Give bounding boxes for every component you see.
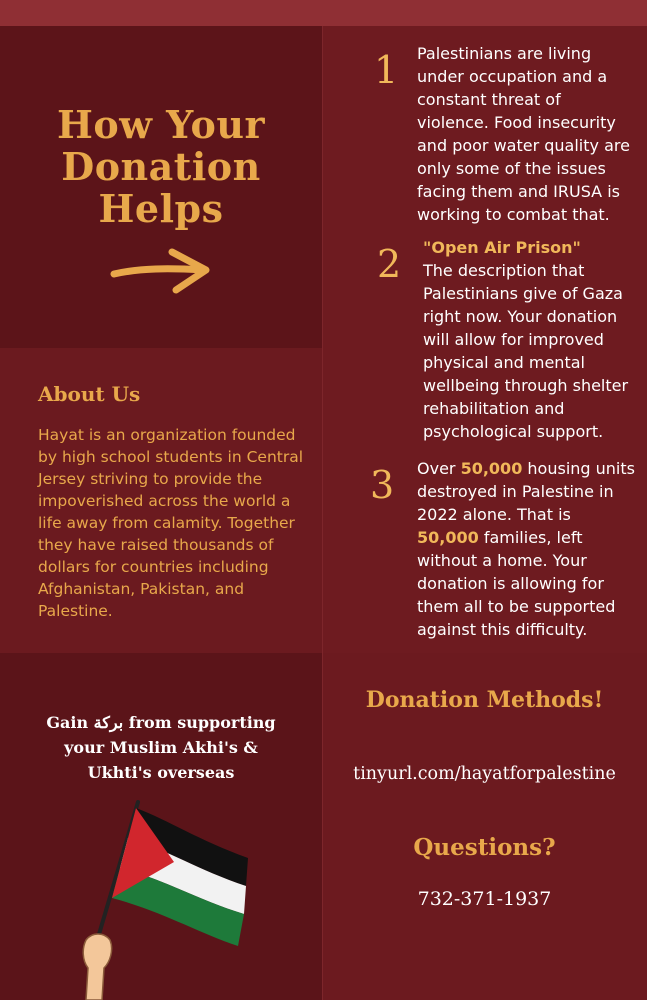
title-line-3: Helps bbox=[98, 186, 224, 231]
point-2-text: The description that Palestinians give of Gaza right now. Your donation will allow for improved physical and mental wellbeing through shelter rehabilitation and psychological support. bbox=[423, 261, 629, 441]
gain-line-1: Gain بركة from supporting bbox=[46, 713, 276, 732]
point-3-highlight-2: 50,000 bbox=[417, 528, 479, 547]
arrow-right-icon bbox=[110, 246, 214, 296]
title-line-2: Donation bbox=[61, 144, 261, 189]
questions-heading: Questions? bbox=[413, 834, 556, 861]
palestine-flag-icon bbox=[78, 800, 268, 1000]
point-2-number: 2 bbox=[377, 242, 402, 286]
point-3-number: 3 bbox=[370, 463, 395, 507]
title-line-1: How Your bbox=[56, 102, 265, 147]
point-2-block bbox=[423, 236, 635, 443]
phone-number[interactable]: 732-371-1937 bbox=[417, 888, 552, 910]
point-2-title: "Open Air Prison" bbox=[423, 238, 581, 257]
donation-link[interactable]: tinyurl.com/hayatforpalestine bbox=[353, 764, 616, 784]
gain-text bbox=[30, 710, 292, 785]
top-bar bbox=[0, 0, 647, 26]
donation-methods-heading: Donation Methods! bbox=[365, 687, 604, 713]
about-body: Hayat is an organization founded by high school students in Central Jersey striving to provide the impoverished across the world a life away from calamity. Together they have raised thousands of dollars for countries including Afghanistan, Pakistan, and Palestine. bbox=[38, 426, 304, 620]
point-1-number: 1 bbox=[374, 48, 399, 92]
point-3-highlight-1: 50,000 bbox=[460, 459, 523, 478]
gain-line-2: your Muslim Akhi's & bbox=[64, 738, 258, 757]
point-3-text bbox=[417, 457, 637, 641]
point-3-post: families, left without a home. Your donation is allowing for them all to be supported against this difficulty. bbox=[417, 528, 616, 639]
about-heading: About Us bbox=[38, 382, 141, 406]
point-1-text: Palestinians are living under occupation and a constant threat of violence. Food insecurity and poor water quality are only some of the issues facing them and IRUSA is working to combat that. bbox=[417, 44, 630, 224]
page-title bbox=[0, 104, 322, 230]
point-3-mid: housing units destroyed in Palestine in 2022 alone. That is bbox=[417, 459, 635, 524]
point-3-pre: Over bbox=[417, 459, 461, 478]
gain-line-3: Ukhti's overseas bbox=[87, 763, 235, 782]
